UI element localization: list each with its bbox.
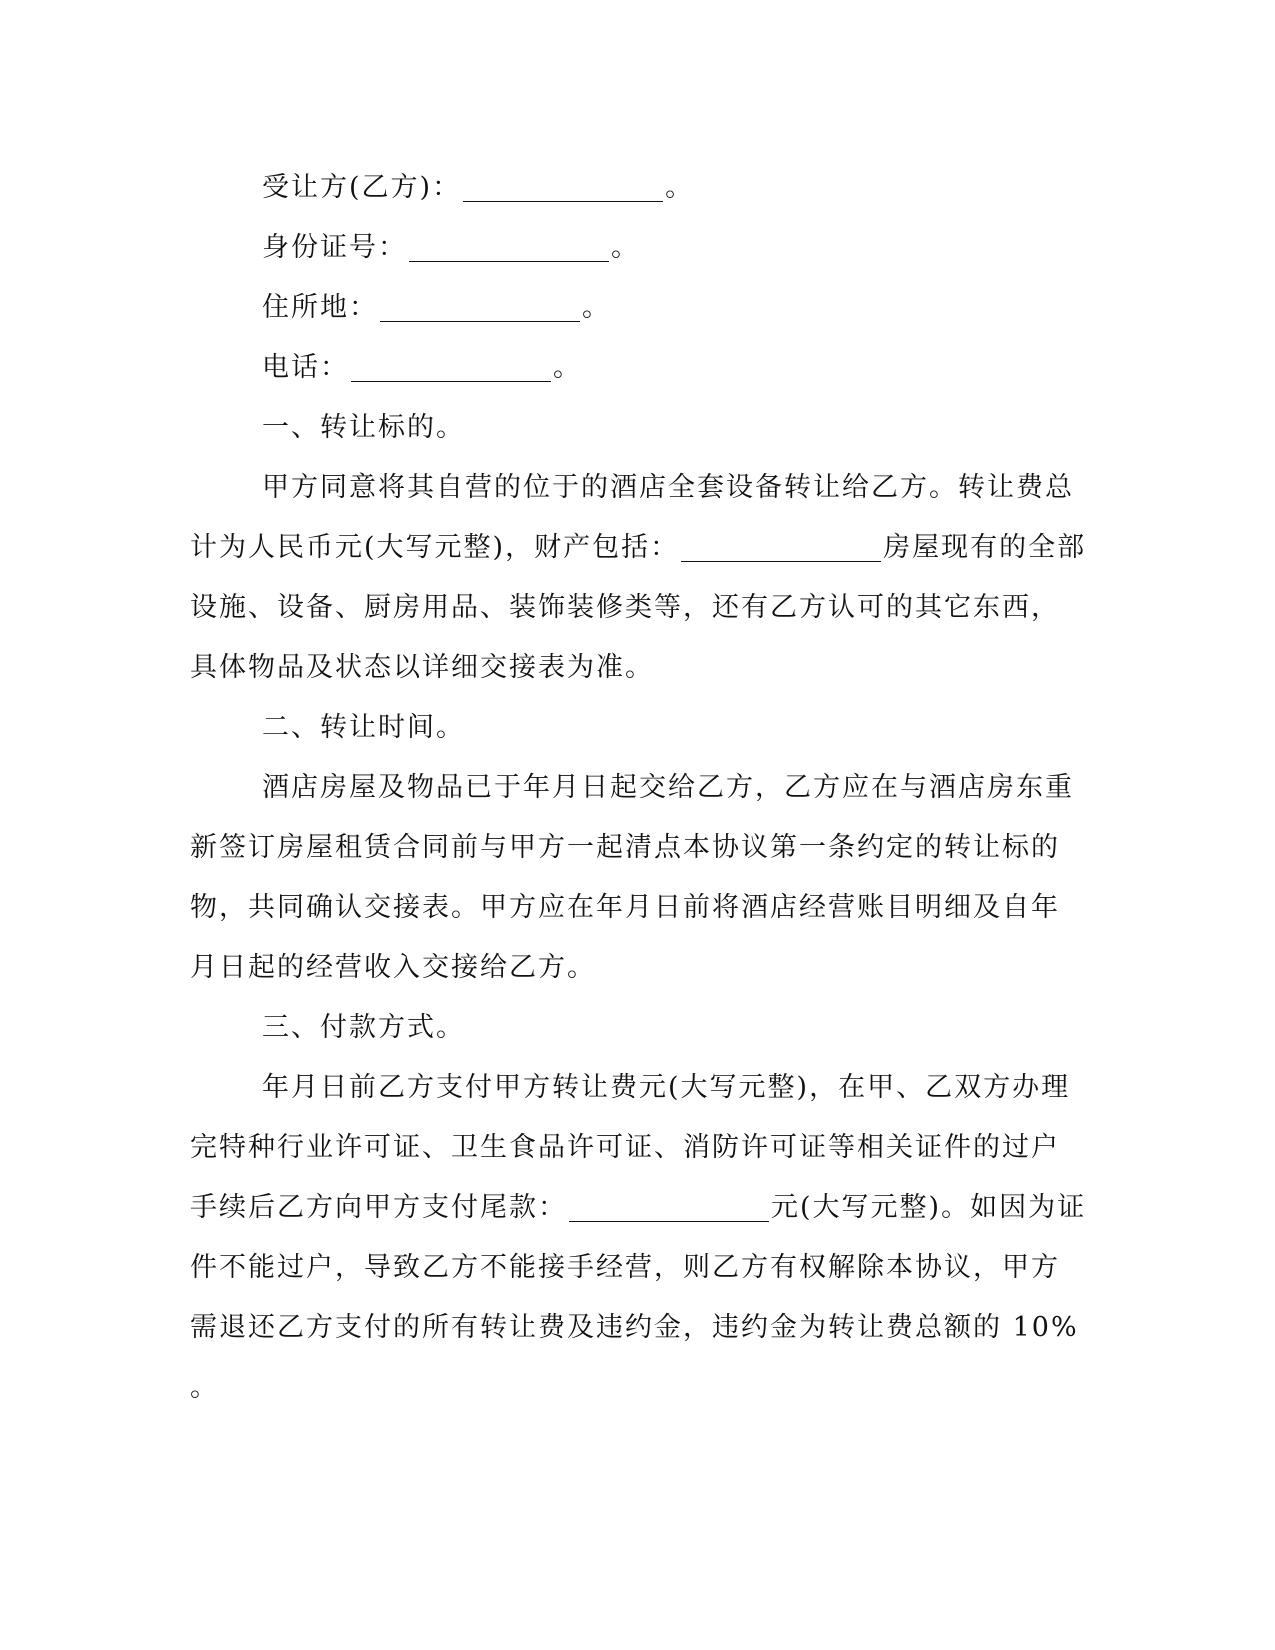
id-number-blank[interactable] (409, 231, 609, 262)
id-number-line (190, 218, 1090, 278)
section-3-line-3 (190, 1178, 1090, 1238)
section-3-line-3-before: 手续后乙方向甲方支付尾款： (190, 1192, 567, 1223)
section-1-line-1: 甲方同意将其自营的位于的酒店全套设备转让给乙方。转让费总 (262, 472, 1074, 503)
section-3-line-6: 。 (190, 1372, 219, 1403)
address-line (190, 278, 1090, 338)
phone-blank[interactable] (351, 351, 551, 382)
final-payment-blank[interactable] (569, 1191, 769, 1222)
section-1-title: 一、转让标的。 (262, 412, 465, 443)
section-1-line-2-after: 房屋现有的全部 (883, 532, 1087, 563)
section-1-line-2 (190, 518, 1090, 578)
party-b-line (190, 158, 1090, 218)
section-1-line-3: 设施、设备、厨房用品、装饰装修类等，还有乙方认可的其它东西， (190, 592, 1060, 623)
section-3-line-1: 年月日前乙方支付甲方转让费元(大写元整)，在甲、乙双方办理 (262, 1072, 1071, 1103)
property-blank[interactable] (681, 531, 881, 562)
section-3-line-3-after: 元(大写元整)。如因为证 (771, 1192, 1087, 1223)
section-3-line-5: 需退还乙方支付的所有转让费及违约金，违约金为转让费总额的 10% (190, 1312, 1079, 1343)
document-body (190, 158, 1090, 1418)
section-1-line-2-before: 计为人民币元(大写元整)，财产包括： (190, 532, 680, 563)
id-number-end: 。 (611, 232, 640, 263)
address-label: 住所地： (262, 292, 378, 323)
section-3-title: 三、付款方式。 (262, 1012, 465, 1043)
party-b-end: 。 (665, 172, 695, 203)
phone-label: 电话： (262, 352, 349, 383)
address-end: 。 (582, 292, 611, 323)
section-2-line-1: 酒店房屋及物品已于年月日起交给乙方，乙方应在与酒店房东重 (262, 772, 1074, 803)
party-b-label: 受让方(乙方)： (262, 172, 462, 203)
section-3-line-2: 完特种行业许可证、卫生食品许可证、消防许可证等相关证件的过户 (190, 1132, 1060, 1163)
address-blank[interactable] (380, 291, 580, 322)
section-1-line-4: 具体物品及状态以详细交接表为准。 (190, 652, 654, 683)
section-2-line-3: 物，共同确认交接表。甲方应在年月日前将酒店经营账目明细及自年 (190, 892, 1060, 923)
id-number-label: 身份证号： (262, 232, 407, 263)
section-2-title: 二、转让时间。 (262, 712, 465, 743)
phone-line (190, 338, 1090, 398)
section-2-line-2: 新签订房屋租赁合同前与甲方一起清点本协议第一条约定的转让标的 (190, 832, 1060, 863)
phone-end: 。 (553, 352, 582, 383)
section-2-line-4: 月日起的经营收入交接给乙方。 (190, 952, 596, 983)
party-b-blank[interactable] (463, 171, 663, 202)
section-3-line-4: 件不能过户，导致乙方不能接手经营，则乙方有权解除本协议，甲方 (190, 1252, 1060, 1283)
